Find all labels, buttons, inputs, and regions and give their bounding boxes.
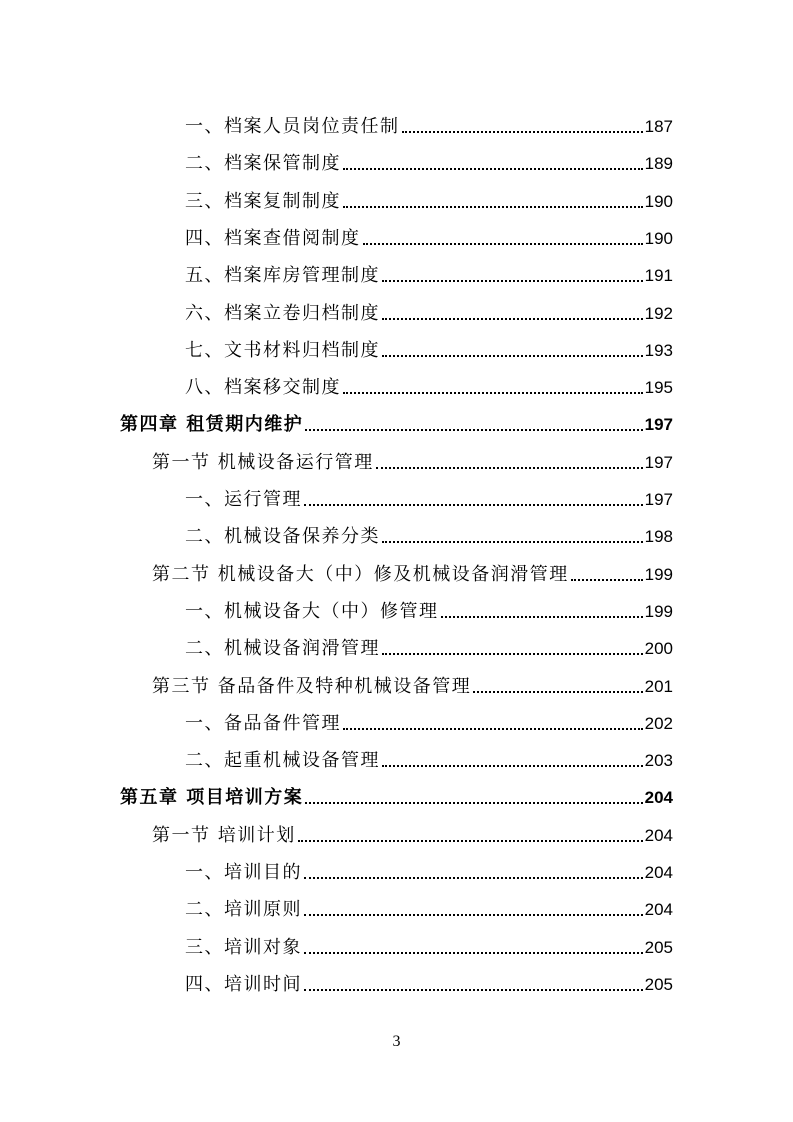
dot-leader [305, 802, 642, 804]
toc-entry-item[interactable] [0, 959, 793, 996]
toc-entry-title: 第一节 培训计划 [152, 824, 296, 846]
toc-entry-page-number: 199 [644, 601, 673, 621]
toc-entry-item[interactable] [0, 922, 793, 959]
toc-entry-item[interactable] [0, 847, 793, 884]
dot-leader [382, 318, 643, 320]
toc-entry-page-number: 191 [644, 266, 673, 286]
dot-leader [304, 504, 643, 506]
toc-entry-item[interactable] [0, 698, 793, 735]
toc-entry-item[interactable] [0, 250, 793, 287]
toc-entry-page-number: 197 [644, 490, 673, 509]
toc-entry-item[interactable] [0, 623, 793, 660]
toc-entry-title: 四、培训时间 [185, 973, 302, 995]
toc-entry-page-number: 205 [644, 937, 673, 957]
toc-entry-title: 第五章 项目培训方案 [120, 787, 304, 809]
toc-entry-item[interactable] [0, 474, 793, 511]
dot-leader [343, 728, 643, 730]
toc-entry-item[interactable] [0, 586, 793, 623]
toc-entry-page-number: 205 [644, 974, 673, 994]
toc-entry-page-number: 189 [644, 154, 673, 174]
dot-leader [473, 691, 642, 693]
toc-entry-title: 二、档案保管制度 [185, 153, 341, 175]
toc-entry-section[interactable] [0, 549, 793, 586]
dot-leader [441, 616, 643, 618]
toc-entry-title: 三、培训对象 [185, 936, 302, 958]
toc-entry-page-number: 200 [644, 639, 673, 659]
toc-entry-title: 一、培训目的 [185, 862, 302, 883]
toc-entry-item[interactable] [0, 213, 793, 250]
toc-entry-page-number: 197 [644, 415, 673, 435]
toc-entry-page-number: 190 [644, 191, 673, 211]
dot-leader [343, 206, 643, 208]
toc-entry-title: 二、培训原则 [185, 899, 302, 921]
toc-entry-title: 三、档案复制制度 [185, 190, 341, 212]
toc-entry-page-number: 204 [644, 788, 673, 808]
toc-entry-item[interactable] [0, 101, 793, 138]
dot-leader [304, 877, 643, 879]
toc-entry-page-number: 201 [644, 676, 673, 696]
toc-entry-title: 二、起重机械设备管理 [185, 750, 380, 772]
dot-leader [304, 914, 643, 916]
toc-entry-page-number: 202 [644, 713, 673, 733]
toc-entry-item[interactable] [0, 176, 793, 213]
dot-leader [571, 579, 643, 581]
toc-entry-title: 六、档案立卷归档制度 [185, 302, 380, 324]
toc-entry-page-number: 197 [644, 452, 673, 472]
toc-entry-page-number: 199 [644, 564, 673, 584]
toc-entry-page-number: 204 [644, 825, 673, 845]
dot-leader [382, 280, 643, 282]
dot-leader [376, 467, 643, 469]
toc-entry-item[interactable] [0, 138, 793, 175]
dot-leader [343, 168, 643, 170]
toc-entry-title: 第四章 租赁期内维护 [120, 414, 304, 436]
toc-entry-page-number: 190 [644, 228, 673, 248]
toc-entry-title: 一、档案人员岗位责任制 [185, 116, 400, 137]
toc-entry-title: 一、机械设备大（中）修管理 [185, 600, 439, 622]
toc-entry-page-number: 204 [644, 863, 673, 882]
dot-leader [298, 840, 643, 842]
toc-entry-title: 第三节 备品备件及特种机械设备管理 [152, 675, 472, 697]
toc-entry-section[interactable] [0, 437, 793, 474]
toc-entry-item[interactable] [0, 325, 793, 362]
toc-entry-chapter[interactable] [0, 399, 793, 436]
dot-leader [382, 765, 643, 767]
dot-leader [343, 392, 643, 394]
toc-entry-page-number: 203 [644, 751, 673, 771]
toc-entry-item[interactable] [0, 288, 793, 325]
dot-leader [304, 952, 643, 954]
dot-leader [382, 355, 643, 357]
toc-entry-title: 二、机械设备润滑管理 [185, 638, 380, 660]
toc-entry-chapter[interactable] [0, 772, 793, 809]
toc-entry-title: 四、档案查借阅制度 [185, 227, 361, 249]
toc-entry-section[interactable] [0, 810, 793, 847]
toc-entry-page-number: 187 [644, 117, 673, 136]
toc-entry-title: 八、档案移交制度 [185, 377, 341, 399]
dot-leader [382, 541, 643, 543]
dot-leader [382, 653, 643, 655]
toc-entry-title: 五、档案库房管理制度 [185, 265, 380, 287]
toc-entry-title: 七、文书材料归档制度 [185, 339, 380, 361]
page-number: 3 [392, 1033, 401, 1050]
toc-entry-item[interactable] [0, 884, 793, 921]
toc-entry-title: 第二节 机械设备大（中）修及机械设备润滑管理 [152, 563, 569, 585]
toc-entry-page-number: 193 [644, 340, 673, 360]
toc-entry-section[interactable] [0, 661, 793, 698]
dot-leader [363, 243, 643, 245]
toc-entry-page-number: 204 [644, 900, 673, 920]
toc-entry-page-number: 198 [644, 527, 673, 547]
dot-leader [305, 429, 642, 431]
toc-entry-title: 一、运行管理 [185, 489, 302, 510]
dot-leader [304, 989, 643, 991]
toc-entry-item[interactable] [0, 735, 793, 772]
toc-entry-title: 一、备品备件管理 [185, 712, 341, 734]
toc-entry-page-number: 195 [644, 378, 673, 398]
toc-entry-title: 第一节 机械设备运行管理 [152, 451, 374, 473]
toc-entry-item[interactable] [0, 511, 793, 548]
toc-entry-title: 二、机械设备保养分类 [185, 526, 380, 548]
toc-entry-item[interactable] [0, 362, 793, 399]
toc-entry-page-number: 192 [644, 303, 673, 323]
dot-leader [402, 131, 643, 133]
